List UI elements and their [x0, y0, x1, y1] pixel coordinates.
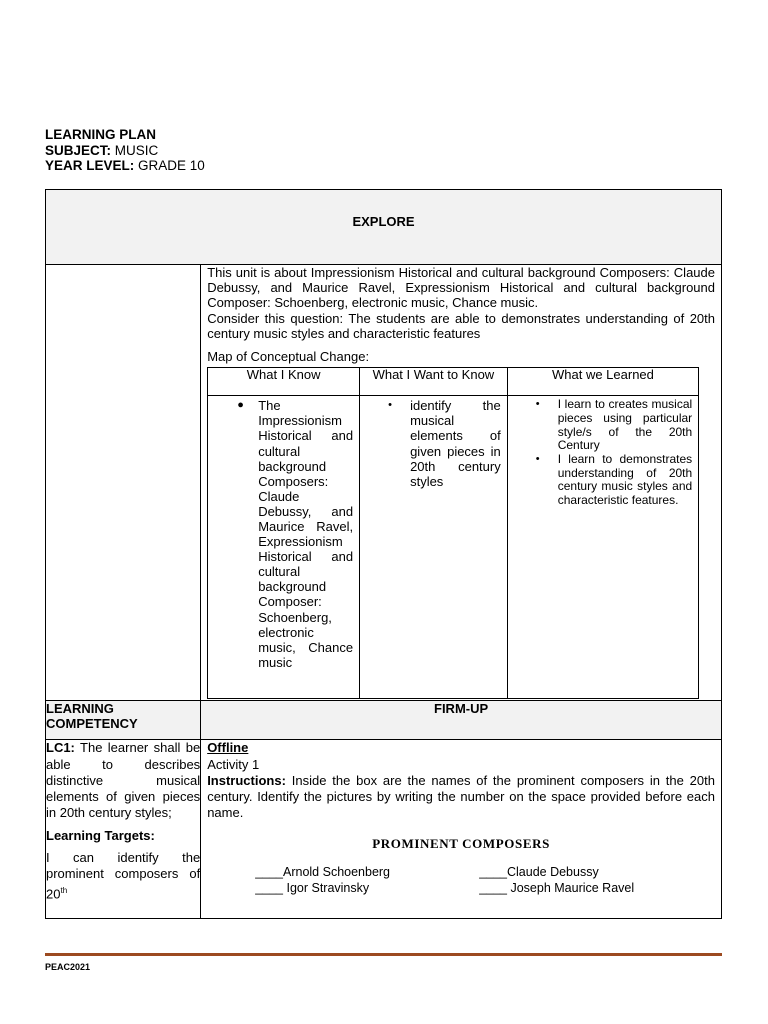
list-item: • identify the musical elements of given pieces in 20th century styles [388, 398, 501, 489]
year-level-label: YEAR LEVEL: [45, 158, 135, 173]
learning-plan-table [45, 189, 722, 919]
learning-competency-header: LEARNING COMPETENCY [46, 701, 201, 740]
explore-question: Consider this question: The students are able to demonstrates understanding of 20th century music styles and characteristic features [207, 310, 715, 341]
explore-content-cell [201, 265, 722, 701]
explore-left-cell [46, 265, 201, 701]
bullet-icon: • [535, 453, 540, 466]
map-label: Map of Conceptual Change: [207, 349, 370, 365]
footer-divider [45, 953, 722, 956]
lc1-label: LC1: [46, 740, 75, 756]
learning-targets-label: Learning Targets: [46, 827, 155, 843]
instructions-label: Instructions: [207, 772, 286, 788]
offline-label: Offline [207, 740, 249, 756]
firm-up-content-cell [201, 740, 722, 919]
activity-label: Activity 1 [207, 756, 260, 772]
kwl-header-learned: What we Learned [507, 368, 698, 396]
bullet-icon: • [535, 398, 540, 411]
list-item: • I learn to creates musical pieces using particular style/s of the 20th Century [535, 397, 693, 453]
explore-header-cell [46, 190, 722, 265]
composer-blank-debussy: ____Claude Debussy [479, 865, 599, 879]
explore-intro: This unit is about Impressionism Historical and cultural background Composers: Claude Debussy, and Maurice Ravel, Expressionism Historical and cultural background Composer: Schoenberg, electronic music, Chance music. [207, 265, 715, 311]
explore-title: EXPLORE [352, 214, 415, 229]
bullet-icon: ● [237, 399, 244, 412]
composer-blank-ravel: ____ Joseph Maurice Ravel [479, 881, 635, 895]
firm-up-header: FIRM-UP [201, 701, 722, 740]
year-level-value: GRADE 10 [138, 158, 205, 173]
composer-list [207, 864, 715, 900]
subject-label: SUBJECT: [45, 142, 112, 158]
learning-targets-text: I can identify the prominent composers of 20 [46, 850, 201, 901]
prominent-composers-title: PROMINENT COMPOSERS [372, 835, 550, 851]
kwl-want-cell [360, 396, 508, 699]
composer-blank-stravinsky: ____ Igor Stravinsky [255, 881, 370, 895]
instructions-text: Inside the box are the names of the prominent composers in the 20th century. Identify the pictures by writing the number on the space provided before each name. [207, 772, 715, 821]
kwl-header-want: What I Want to Know [360, 368, 508, 396]
footer-code: PEAC2021 [45, 962, 91, 972]
learning-competency-cell [46, 740, 201, 919]
kwl-learned-cell [507, 396, 698, 699]
document-header [45, 127, 205, 174]
subject-value: MUSIC [114, 142, 159, 158]
ordinal-suffix: th [60, 885, 68, 895]
composer-blank-schoenberg: ____Arnold Schoenberg [255, 865, 391, 879]
kwl-header-know: What I Know [208, 368, 360, 396]
plan-title: LEARNING PLAN [45, 127, 156, 142]
list-item: • I learn to demonstrates understanding of 20th century music styles and characteristic features. [535, 452, 693, 508]
kwl-know-cell [208, 396, 360, 699]
list-item: ● The Impressionism Historical and cultural background Composers: Claude Debussy, and Maurice Ravel, Expressionism Historical and cultural background Composer: Schoenberg, electronic music, Chance music [237, 398, 354, 670]
conceptual-change-table [207, 367, 699, 699]
instructions [207, 773, 715, 822]
lc1-text: The learner shall be able to describes distinctive musical elements of given pieces in 20th century styles; [46, 740, 201, 821]
bullet-icon: • [388, 399, 392, 412]
